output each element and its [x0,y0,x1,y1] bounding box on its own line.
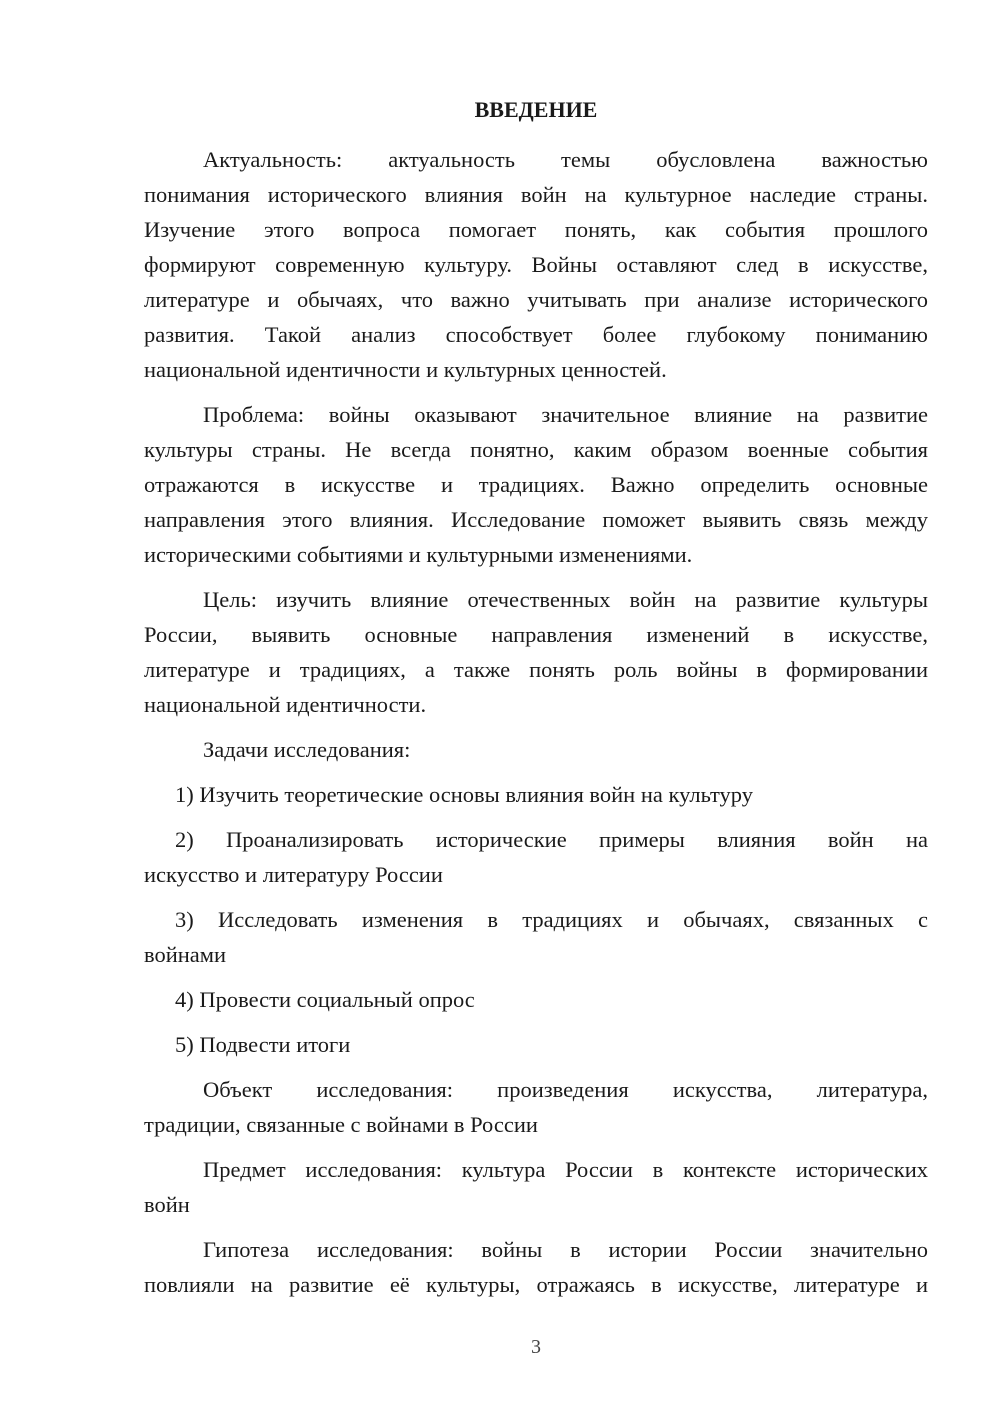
body-text [144,142,928,1302]
task-item [144,777,928,812]
text-line: понимания исторического влияния войн на культурное наследие страны. [144,182,928,207]
text-line: войнами [144,942,227,967]
text-line: культуры страны. Не всегда понятно, каким образом военные события [144,437,928,462]
hypothesis-paragraph [144,1232,928,1302]
problem-paragraph [144,397,928,572]
text-line: Изучение этого вопроса помогает понять, как события прошлого [144,217,928,242]
text-line: отражаются в искусстве и традициях. Важно определить основные [144,472,928,497]
task-item [144,982,928,1017]
task-item [144,1027,928,1062]
text-line: Цель: изучить влияние отечественных войн на развитие культуры [203,587,928,612]
text-line: 4) Провести социальный опрос [175,987,475,1012]
task-item [144,822,928,892]
text-line: 1) Изучить теоретические основы влияния войн на культуру [175,782,754,807]
text-line: повлияли на развитие её культуры, отражаясь в искусстве, литературе и [144,1272,928,1297]
text-line: направления этого влияния. Исследование поможет выявить связь между [144,507,928,532]
task-item [144,902,928,972]
text-line: традиции, связанные с войнами в России [144,1112,538,1137]
text-line: Проблема: войны оказывают значительное влияние на развитие [203,402,928,427]
text-line: литературе и традициях, а также понять роль войны в формировании [144,657,928,682]
text-line: Гипотеза исследования: войны в истории России значительно [203,1237,928,1262]
text-line: 3) Исследовать изменения в традициях и обычаях, связанных с [175,907,928,932]
text-line: историческими событиями и культурными изменениями. [144,542,693,567]
text-line: формируют современную культуру. Войны оставляют след в искусстве, [144,252,928,277]
text-line: развития. Такой анализ способствует более глубокому пониманию [144,322,928,347]
text-line: России, выявить основные направления изменений в искусстве, [144,622,928,647]
text-line: искусство и литературу России [144,862,443,887]
text-line: Задачи исследования: [203,737,411,762]
subject-paragraph [144,1152,928,1222]
text-line: Актуальность: актуальность темы обусловлена важностью [203,147,928,172]
relevance-paragraph [144,142,928,387]
text-line: национальной идентичности. [144,692,427,717]
text-line: Предмет исследования: культура России в контексте исторических [203,1157,928,1182]
page-number: 3 [531,1336,541,1358]
object-paragraph [144,1072,928,1142]
page-title: ВВЕДЕНИЕ [474,97,598,122]
tasks-heading [144,732,928,767]
text-line: 5) Подвести итоги [175,1032,351,1057]
goal-paragraph [144,582,928,722]
text-line: 2) Проанализировать исторические примеры влияния войн на [175,827,928,852]
text-line: Объект исследования: произведения искусства, литература, [203,1077,928,1102]
text-line: войн [144,1192,190,1217]
text-line: национальной идентичности и культурных ценностей. [144,357,667,382]
text-line: литературе и обычаях, что важно учитывать при анализе исторического [144,287,928,312]
